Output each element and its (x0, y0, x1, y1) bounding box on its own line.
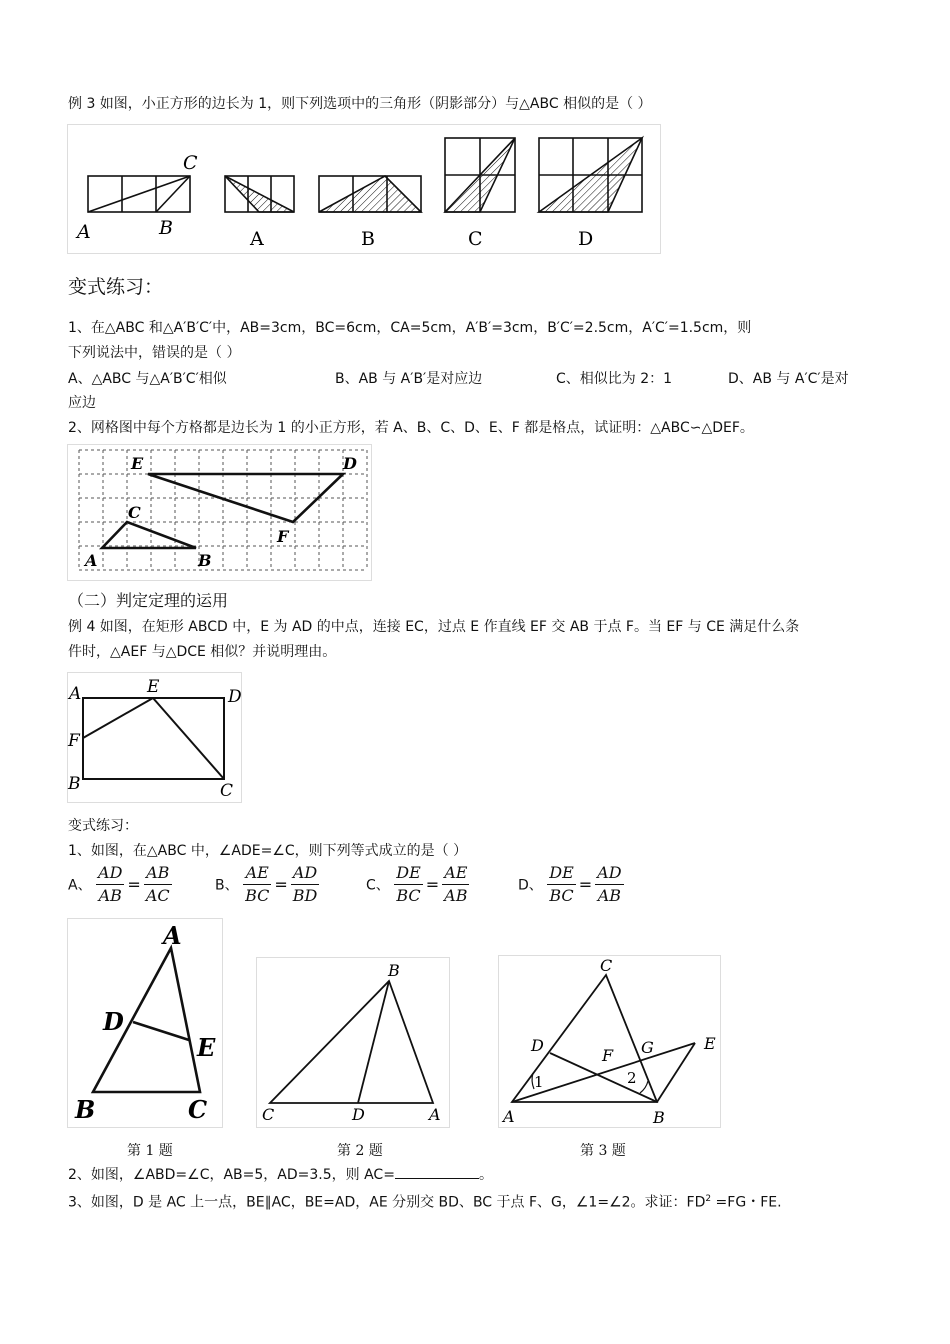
option-b-num1: AE (243, 862, 271, 885)
practice-q1-line2: 下列说法中，错误的是（ ） (68, 345, 241, 361)
fig2-label-D: D (352, 1105, 365, 1124)
option-b-den2: BD (292, 886, 318, 905)
practice-heading: 变式练习： (68, 276, 164, 298)
fig3-label-A: A (503, 1107, 515, 1126)
fig3-label-C: C (600, 956, 613, 975)
fig1-label-D: D (103, 1007, 124, 1036)
option-c-fraction (366, 862, 469, 907)
option-a-num2: AB (144, 862, 172, 885)
practice-q2: 2、网格图中每个方格都是边长为 1 的小正方形，若 A、B、C、D、E、F 都是格点，试证明：△ABC∽△DEF。 (68, 420, 754, 436)
q2-answer-blank[interactable] (395, 1164, 479, 1179)
option-c-num2: AE (442, 862, 469, 885)
option-d-num2: AD (595, 862, 623, 885)
option-d-num1: DE (547, 862, 576, 885)
option-d-den2: AB (597, 886, 621, 905)
fig2-label-B: B (388, 961, 400, 980)
practice2-q3 (68, 1189, 782, 1213)
option-d-grid (539, 138, 642, 212)
rectangle-figure (67, 672, 242, 803)
option-d-eq: = (578, 875, 593, 894)
rect-label-C: C (220, 781, 234, 801)
option-b-label: B (361, 228, 375, 250)
option-a-label: A、 (68, 877, 92, 894)
practice-q1-option-a: A、△ABC 与△A′B′C′相似 (68, 371, 227, 387)
fig3-label-G: G (641, 1038, 654, 1057)
option-d-label: D、 (518, 877, 543, 894)
option-d-den1: BC (549, 886, 574, 905)
practice-q1-line4: 应边 (68, 395, 96, 411)
example4-line1: 例 4 如图，在矩形 ABCD 中，E 为 AD 的中点，连接 EC，过点 E 作直线 EF 交 AB 于点 F。当 EF 与 CE 满足什么条 (68, 619, 800, 635)
practice-q1-option-b: B、AB 与 A′B′是对应边 (335, 371, 483, 387)
figure-2 (256, 957, 450, 1128)
option-a-label: A (250, 228, 264, 250)
option-b-den1: BC (245, 886, 270, 905)
practice-q1-option-c: C、相似比为 2：1 (556, 371, 673, 387)
fig3-label-D: D (531, 1036, 544, 1055)
grid-label-F: F (277, 527, 289, 546)
practice2-q2 (68, 1164, 493, 1185)
option-d-label: D (578, 228, 594, 250)
option-c-label: C (468, 228, 483, 250)
option-a-den2: AC (145, 886, 170, 905)
option-a-grid (225, 176, 294, 212)
label-C: C (183, 152, 198, 174)
section2-title: （二）判定定理的运用 (68, 591, 229, 610)
label-A: A (77, 221, 91, 243)
practice-q1-line1: 1、在△ABC 和△A′B′C′中，AB=3cm，BC=6cm，CA=5cm，A′B′=3cm，B′C′=2.5cm，A′C′=1.5cm，则 (68, 320, 752, 336)
option-a-den1: AB (98, 886, 122, 905)
fig1-label-B: B (75, 1095, 96, 1124)
fig3-angle-1: 1 (534, 1073, 544, 1091)
rect-label-A: A (69, 684, 82, 704)
option-c-den1: BC (396, 886, 421, 905)
caption-1: 第 1 题 (127, 1143, 173, 1159)
rect-label-E: E (147, 677, 160, 697)
option-c-grid (445, 138, 515, 212)
practice-q1-option-d: D、AB 与 A′C′是对 (728, 371, 849, 387)
rect-label-D: D (228, 687, 242, 707)
fig2-label-A: A (429, 1105, 441, 1124)
caption-3: 第 3 题 (580, 1143, 626, 1159)
option-a-num1: AD (96, 862, 124, 885)
q3-suffix: =FG・FE. (711, 1194, 782, 1211)
grid-label-D: D (343, 454, 357, 473)
option-a-eq: = (127, 875, 141, 894)
option-b-label: B、 (215, 877, 239, 894)
caption-2: 第 2 题 (337, 1143, 383, 1159)
figure-3 (498, 955, 721, 1128)
figure-1 (67, 918, 223, 1128)
option-c-num1: DE (394, 862, 423, 885)
option-c-den2: AB (444, 886, 468, 905)
grid-label-A: A (85, 551, 98, 570)
option-a-fraction (68, 862, 172, 907)
practice2-heading: 变式练习： (68, 818, 138, 834)
fig3-angle-2: 2 (627, 1069, 637, 1087)
fig1-label-E: E (197, 1033, 216, 1062)
fig3-label-E: E (704, 1034, 716, 1053)
fig1-label-C: C (188, 1095, 208, 1124)
option-b-grid (319, 176, 421, 212)
example3-question: 例 3 如图，小正方形的边长为 1，则下列选项中的三角形（阴影部分）与△ABC 相似的是（ ） (68, 96, 652, 112)
rect-label-B: B (68, 774, 81, 794)
q2-prefix: 2、如图，∠ABD=∠C，AB=5，AD=3.5，则 AC= (68, 1167, 395, 1183)
original-grid (88, 176, 190, 212)
fig3-label-F: F (602, 1046, 614, 1065)
example3-figure (67, 124, 661, 254)
fig1-label-A: A (163, 921, 182, 950)
example4-line2: 件时，△AEF 与△DCE 相似？并说明理由。 (68, 644, 337, 660)
option-b-eq: = (274, 875, 288, 894)
option-b-num2: AD (291, 862, 320, 885)
grid-label-E: E (131, 454, 144, 473)
option-c-eq: = (425, 875, 440, 894)
fig3-label-B: B (653, 1108, 665, 1127)
label-B: B (159, 217, 173, 239)
q3-prefix: 3、如图，D 是 AC 上一点，BE∥AC，BE=AD，AE 分别交 BD、BC 于点 F、G，∠1=∠2。求证：FD (68, 1194, 706, 1211)
option-b-fraction (215, 862, 319, 907)
q2-suffix: 。 (478, 1167, 493, 1183)
rect-label-F: F (68, 731, 80, 751)
grid-label-C: C (128, 503, 141, 522)
practice2-q1: 1、如图，在△ABC 中，∠ADE=∠C，则下列等式成立的是（ ） (68, 843, 468, 859)
option-c-label: C、 (366, 877, 390, 894)
q3-superscript: 2 (705, 1194, 712, 1204)
fig2-label-C: C (262, 1105, 275, 1124)
grid-label-B: B (198, 551, 212, 570)
grid-figure (67, 444, 372, 581)
option-d-fraction (518, 862, 624, 907)
